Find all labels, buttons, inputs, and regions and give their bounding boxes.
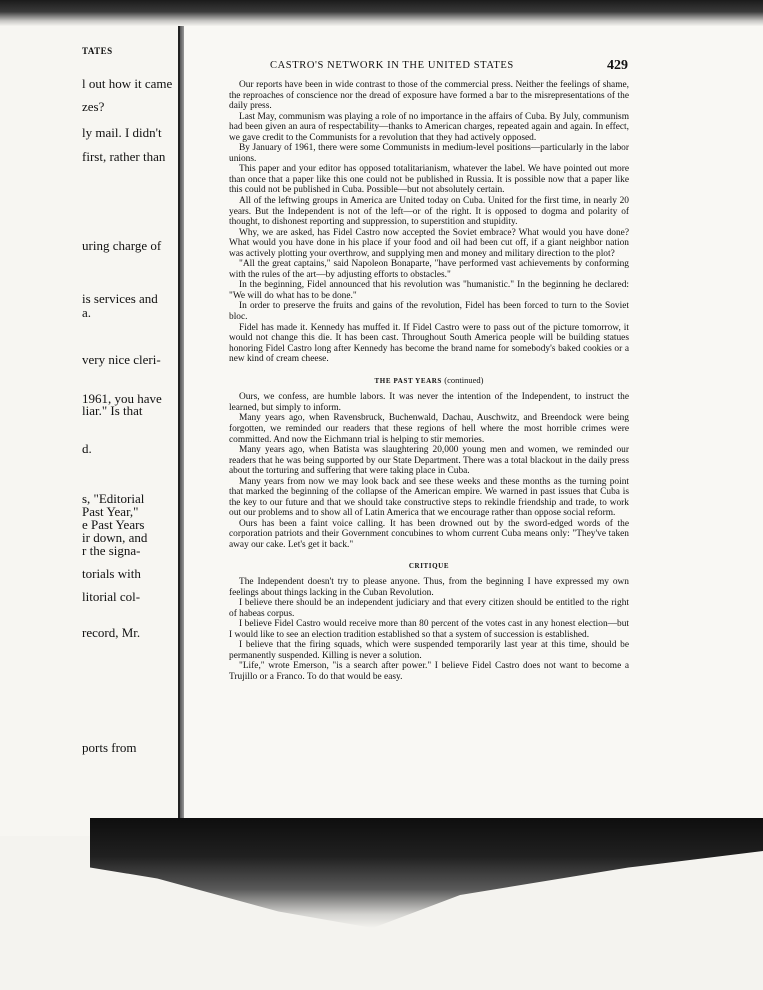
paragraph: Last May, communism was playing a role of no importance in the affairs of Cuba. By July, communism had been given an aura of respectability—thanks to American charges, repeated again and again. In effect, we gave credit to the Communists for a revolution that they had actively opposed. xyxy=(229,111,629,143)
paragraph: I believe Fidel Castro would receive more than 80 percent of the votes cast in any honest election—but I would like to see an election tradition established so that a system of succession is established. xyxy=(229,619,629,640)
facing-page-line: record, Mr. xyxy=(82,625,141,640)
facing-page-line: zes? xyxy=(82,99,105,114)
paragraph: This paper and your editor has opposed totalitarianism, whatever the label. We have pointed out more than once that a paper like this one could not be published in Russia. It is possible now that a paper like this could not be published in Cuba. Possible—but not absolutely certain. xyxy=(229,164,629,196)
scan-bottom-shadow xyxy=(90,818,763,928)
paragraph: "Life," wrote Emerson, "is a search after power." I believe Fidel Castro does not want to become a Trujillo or a Franco. To do that would be easy. xyxy=(229,661,629,682)
facing-page-line: uring charge of xyxy=(82,238,162,253)
paragraph: The Independent doesn't try to please anyone. Thus, from the beginning I have expressed my own feelings about things lacking in the Cuban Revolution. xyxy=(229,577,629,598)
facing-page-line: liar." Is that xyxy=(82,403,143,418)
running-head: CASTRO'S NETWORK IN THE UNITED STATES xyxy=(270,60,514,71)
facing-page-line: is services and xyxy=(82,291,158,306)
paragraph: Many years ago, when Batista was slaughtering 20,000 young men and women, we reminded our readers that he was being supported by our State Department. There was a total blackout in the daily press about the torturing and suffering that were taking place in Cuba. xyxy=(229,445,629,477)
facing-page-fragment xyxy=(0,26,180,836)
facing-page-line: Past Year," xyxy=(82,504,139,519)
facing-page-line: a. xyxy=(82,305,92,320)
facing-page-line: ir down, and xyxy=(82,530,148,545)
facing-page-line: ly mail. I didn't xyxy=(82,125,162,140)
facing-page-line: torials with xyxy=(82,566,141,581)
facing-page-line: e Past Years xyxy=(82,517,145,532)
facing-page-line: TATES xyxy=(82,46,113,56)
facing-page-line: very nice cleri- xyxy=(82,352,161,367)
paragraph: Why, we are asked, has Fidel Castro now accepted the Soviet embrace? What would you have done? What would you have done in his place if your food and oil had been cut off, if a giant neighbor nation was actively plotting your overthrow, and supplying men and money and military direction to the plot? xyxy=(229,227,629,259)
paragraph: Our reports have been in wide contrast to those of the commercial press. Neither the feelings of shame, the reproaches of conscience nor the dread of exposure have formed a bar to the misrepresentations of the daily press. xyxy=(229,80,629,112)
facing-page-line: s, "Editorial xyxy=(82,491,145,506)
page-number: 429 xyxy=(607,58,628,73)
section-heading-text: THE PAST YEARS xyxy=(374,376,442,385)
paragraph: Ours has been a faint voice calling. It has been drowned out by the sword-edged words of the corporation patriots and their Government concubines to whom current Cuba means only: "They've taken away our cake. Let's get it back." xyxy=(229,518,629,550)
facing-page-line: l out how it came xyxy=(82,76,173,91)
page-header xyxy=(228,58,630,76)
facing-page-line: first, rather than xyxy=(82,149,166,164)
paragraph: Many years from now we may look back and see these weeks and these months as the turning point that marked the beginning of the collapse of the American empire. We warned in past issues that Cuba is the key to our future and that we should take constructive steps to rekindle friendship and trade, to work out our problems and to show all of Latin America that we encourage rather than oppose social reform. xyxy=(229,476,629,519)
facing-page-line: d. xyxy=(82,441,92,456)
section-heading-critique: CRITIQUE xyxy=(408,561,450,570)
paragraph: By January of 1961, there were some Communists in medium-level positions—particularly in the labor unions. xyxy=(229,143,629,164)
facing-page-line: litorial col- xyxy=(82,589,141,604)
paragraph: "All the great captains," said Napoleon Bonaparte, "have performed vast achievements by conforming with the rules of the art—by adjusting efforts to obstacles." xyxy=(229,259,629,280)
facing-page-line: ports from xyxy=(82,740,137,755)
section-heading-suffix: (continued) xyxy=(444,374,484,385)
paragraph: Fidel has made it. Kennedy has muffed it. If Fidel Castro were to pass out of the picture tomorrow, it would not change this die. It has been cast. Throughout South America people will be building statues honoring Fidel Castro long after Kennedy has become the brand name for somebody's baked cookies or a new kind of cream cheese. xyxy=(229,322,629,365)
facing-page-line: r the signa- xyxy=(82,543,141,558)
paragraph: In the beginning, Fidel announced that his revolution was "humanistic." In the beginning he declared: "We will do what has to be done." xyxy=(229,280,629,301)
paragraph: Ours, we confess, are humble labors. It was never the intention of the Independent, to instruct the learned, but simply to inform. xyxy=(229,392,629,413)
paragraph: Many years ago, when Ravensbruck, Buchenwald, Dachau, Auschwitz, and Breendock were being forgotten, we reminded our readers that these regions of hell where the most horrible crimes were committed. And now the Eichmann trial is helping to stir memories. xyxy=(229,413,629,445)
scan-top-shadow xyxy=(0,0,763,26)
article-body xyxy=(229,80,629,683)
paragraph: In order to preserve the fruits and gains of the revolution, Fidel has been forced to turn to the Soviet bloc. xyxy=(229,301,629,323)
paragraph: I believe there should be an independent judiciary and that every citizen should be entitled to the right of habeas corpus. xyxy=(229,598,629,619)
paragraph: All of the leftwing groups in America are United today on Cuba. United for the first time, in nearly 20 years. But the Independent is not of the left—or of the right. It is opposed to dogma and polarity of thought, to dishonest reporting and suppression, to superstition and stupidity. xyxy=(229,196,629,228)
facing-page-line: 1961, you have xyxy=(82,391,162,406)
paragraph: I believe that the firing squads, which were suspended temporarily last year at this time, should be permanently suspended. Killing is never a solution. xyxy=(229,640,629,661)
section-heading-past-years xyxy=(229,375,629,387)
